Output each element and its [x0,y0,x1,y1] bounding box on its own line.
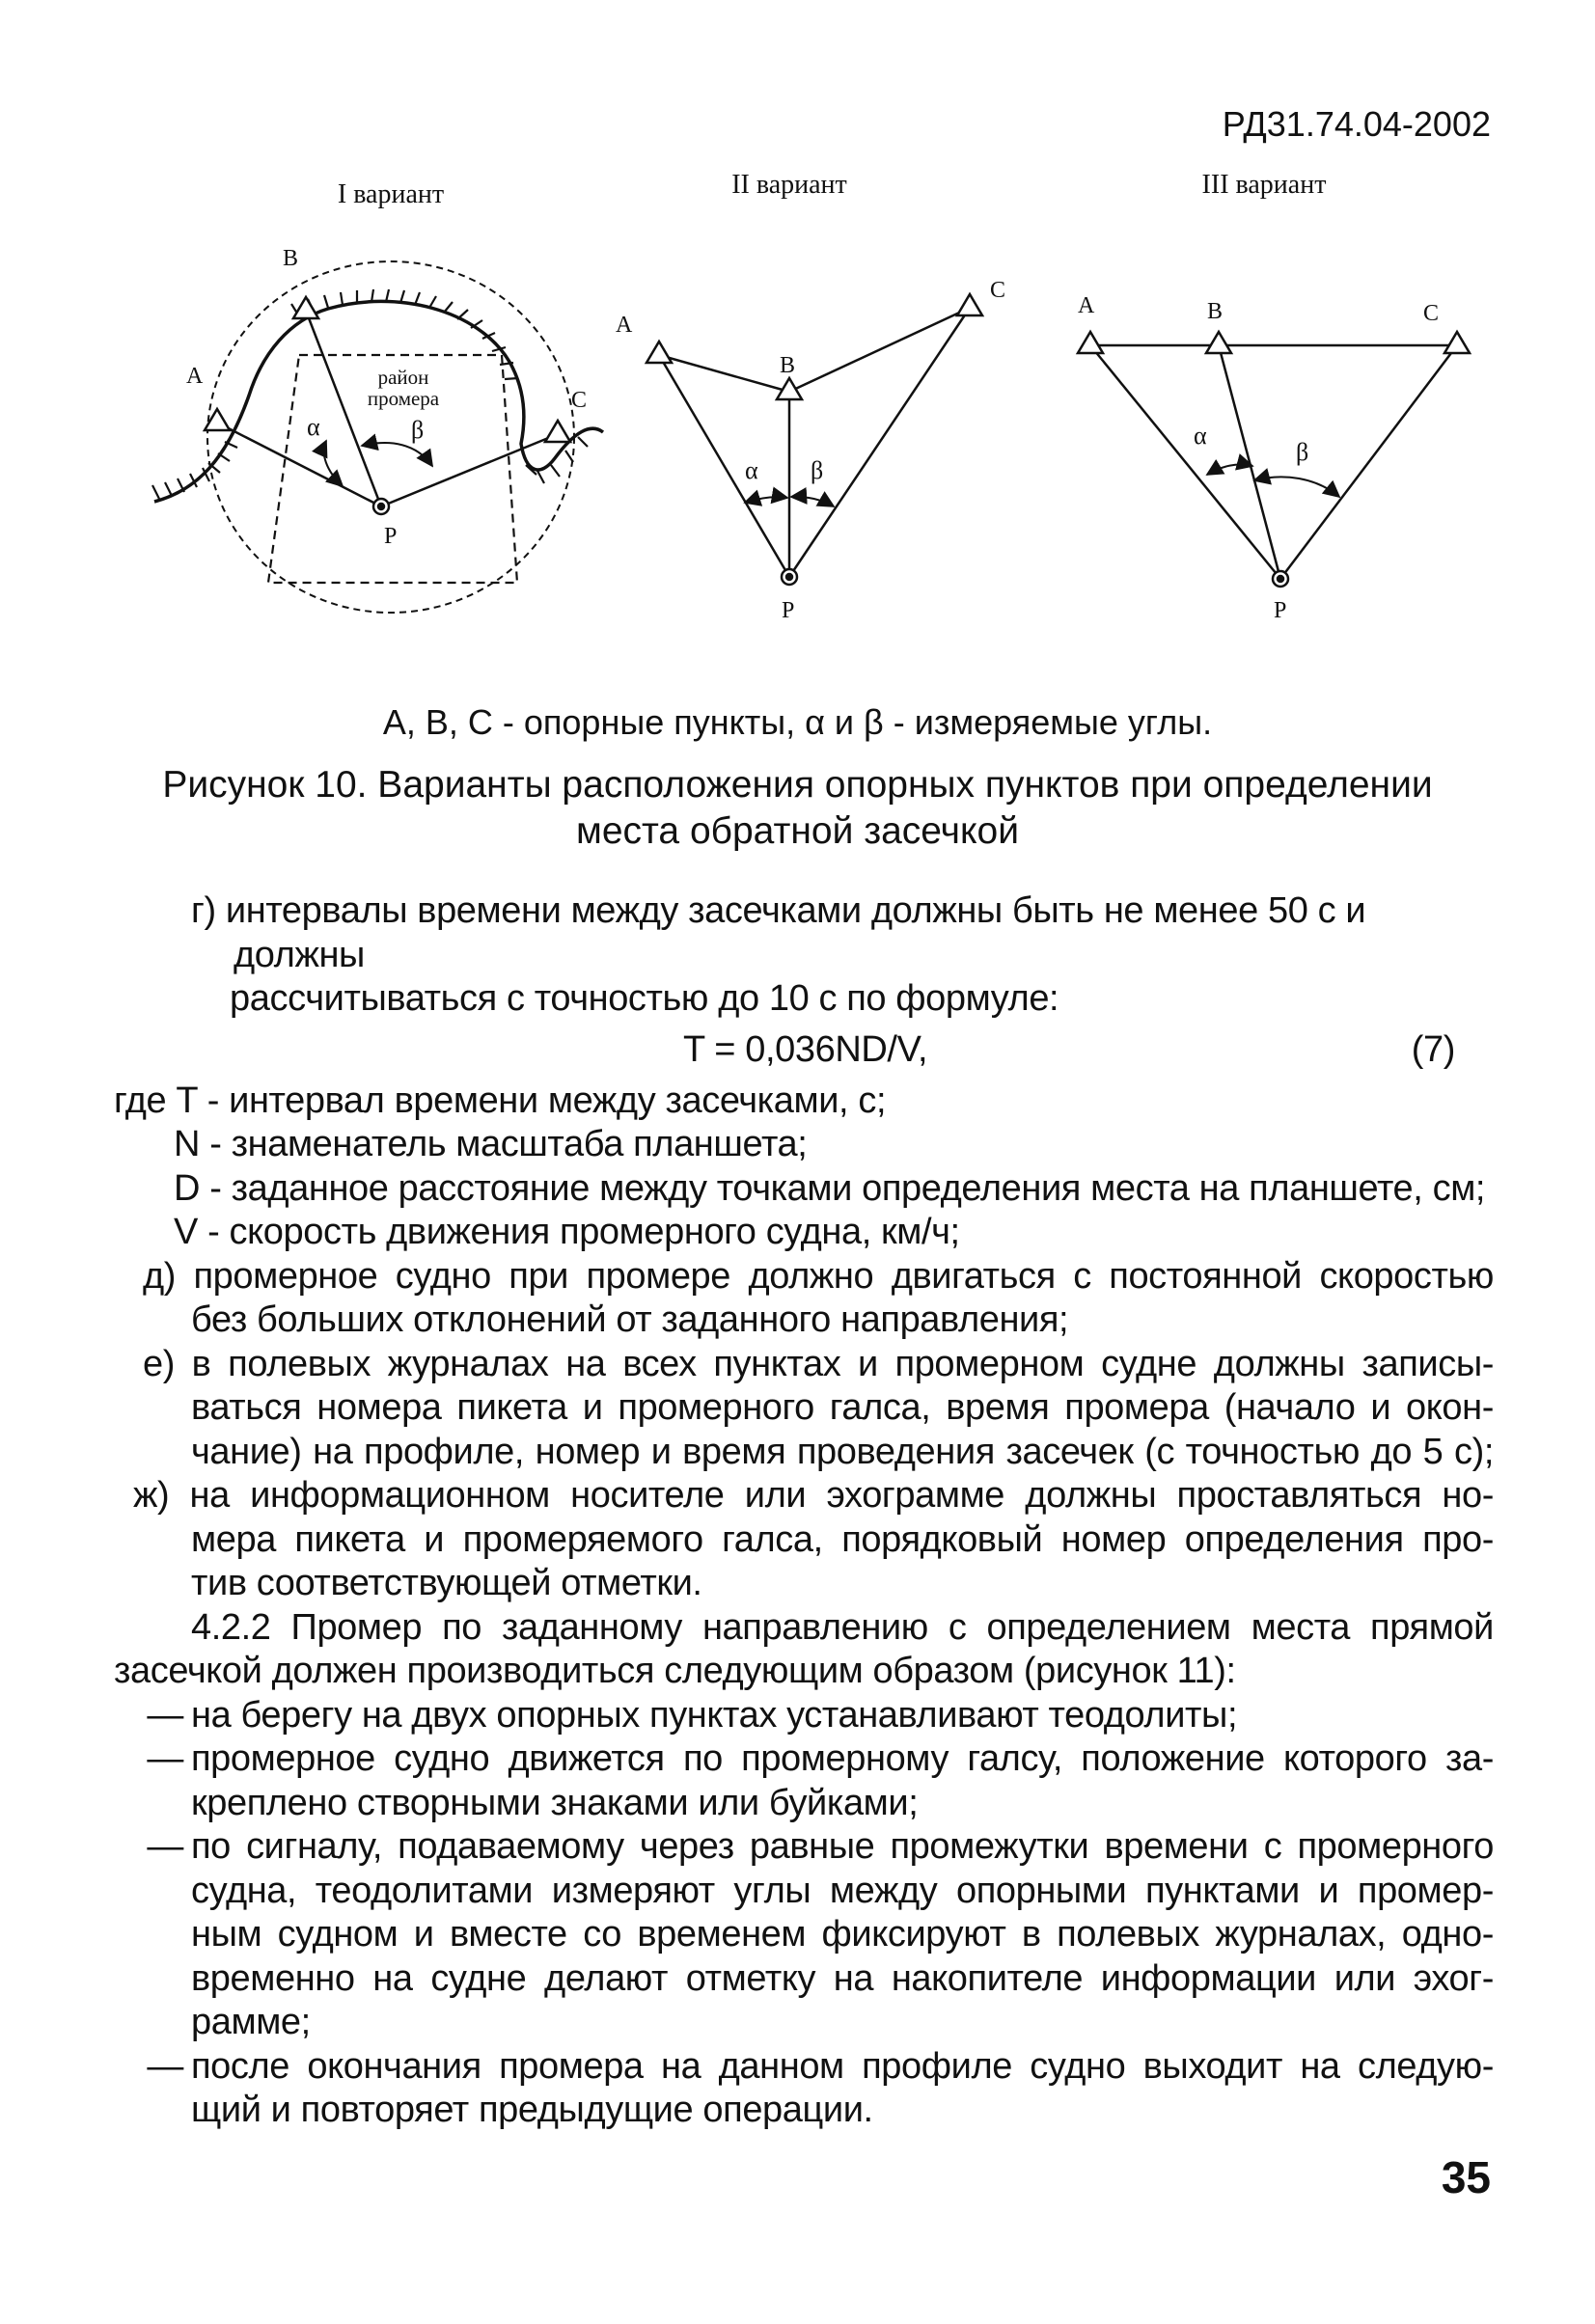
variant-2-diagram [659,308,970,577]
v1-label-a: A [186,364,204,389]
figure-legend: А, В, С - опорные пункты, α и β - измеряемые углы. [382,702,1213,742]
dash-item-3-line2: судна, теодолитами измеряют углы между опорными пунктами и промер- [191,1870,1494,1911]
v3-label-a: A [1078,293,1095,318]
caption-line-2: места обратной засечкой [576,810,1019,852]
v1-label-c: C [571,388,588,413]
where-line-2: N - знаменатель масштаба планшета; [174,1124,808,1164]
dash-item-4 [114,2045,1494,2133]
item-e-line1: е) в полевых журналах на всех пунктах и промерном судне должны записы- [143,1343,1494,1384]
item-d-line2: без больших отклонений от заданного направления; [191,1299,1069,1340]
formula: T = 0,036ND/V, [683,1028,928,1070]
v3-alpha: α [1194,422,1207,450]
survey-circle [207,261,574,613]
area-label-line2: промера [367,387,440,410]
item-zh-line3: тив соответствующей отметки. [191,1563,702,1603]
dash-item-3 [114,1825,1494,2045]
formula-number: (7) [1411,1028,1455,1070]
item-g-line2: рассчитываться с точностью до 10 с по формуле: [230,978,1059,1019]
variant-1-diagram [152,261,603,613]
where-line-4: V - скорость движения промерного судна, км/ч; [174,1212,960,1252]
where-line-3: D - заданное расстояние между точками определения места на планшете, см; [174,1167,1486,1209]
item-g [114,889,1494,977]
item-e-line3: чание) на профиле, номер и время проведения засечек (с точностью до 5 с); [191,1431,1494,1472]
dash-item-3-line3: ным судном и вместе со временем фиксируют в полевых журналах, одно- [191,1914,1494,1955]
v2-beta: β [811,456,824,484]
dash-marker: — [147,1694,183,1736]
v1-beta: β [411,416,425,444]
v2-label-p: P [782,598,795,623]
dash-item-3-line1: по сигналу, подаваемому через равные промежутки времени с промерного [191,1826,1494,1867]
dash-item-2 [114,1737,1494,1825]
v1-label-p: P [384,524,398,549]
v1-alpha: α [307,413,320,441]
dash-marker: — [147,2045,183,2087]
dash-item-4-text [191,2045,1494,2133]
item-g-line1: интервалы времени между засечками должны быть не менее 50 с и должны [225,890,1366,975]
dash-item-3-line4: временно на судне делают отметку на накопителе информации или эхог- [191,1957,1494,1999]
item-d-line1: д) промерное судно при промере должно двигаться с постоянной скоростью [143,1255,1494,1297]
dash-item-4-line1: после окончания промера на данном профиле судно выходит на следую- [191,2045,1494,2087]
variant-3-points [1078,332,1470,587]
dash-item-2-text [191,1737,1494,1825]
variant-3-diagram [1090,345,1457,579]
v2-label-c: C [990,278,1006,303]
item-e-line2: ваться номера пикета и промерного галса, время промера (начало и окон- [191,1387,1494,1428]
v2-label-b: B [780,353,796,378]
area-label-line1: район [377,366,429,389]
section-4-2-2-line2: засечкой должен производиться следующим образом (рисунок 11): [114,1651,1236,1691]
document-code: РД31.74.04-2002 [1222,104,1491,144]
v2-label-a: A [616,313,633,338]
body-text [114,889,1494,2133]
v3-beta: β [1296,438,1309,466]
variant-1-title: I вариант [337,179,445,209]
page-number: 35 [1441,2152,1491,2202]
dash-item-3-line5: рамме; [191,2002,311,2042]
item-zh-line2: мера пикета и промеряемого галса, порядковый номер определения про- [191,1518,1494,1560]
v3-label-b: B [1207,299,1224,324]
item-zh-line1: ж) на информационном носителе или эхограмме должны проставляться но- [133,1475,1494,1516]
variant-3-title: III вариант [1201,170,1327,200]
dash-marker: — [147,1826,183,1867]
v2-alpha: α [745,456,758,484]
point-c-marker [545,421,570,442]
dash-item-4-line2: щий и повторяет предыдущие операции. [191,2090,873,2130]
dash-item-3-text [191,1825,1494,2045]
variant-2-title: II вариант [731,170,847,200]
section-4-2-2-line1: 4.2.2 Промер по заданному направлению с определением места прямой [191,1606,1494,1648]
dash-item-2-line2: креплено створными знаками или буйками; [191,1782,919,1823]
v3-label-c: C [1423,301,1440,326]
dash-item-1 [114,1694,1494,1738]
dash-item-1-line1: на берегу на двух опорных пунктах устанавливают теодолиты; [191,1694,1238,1736]
figure-10-diagram [0,164,1595,685]
dash-item-2-line1: промерное судно движется по промерному галсу, положение которого за- [191,1738,1494,1779]
point-b-marker [293,297,318,318]
v1-label-b: B [283,246,299,271]
v3-label-p: P [1274,598,1287,623]
formula-row [114,1022,1494,1080]
dash-marker: — [147,1738,183,1779]
item-g-marker: г) [191,890,216,931]
where-line-1: где T - интервал времени между засечками, с; [114,1080,887,1121]
caption-line-1: Рисунок 10. Варианты расположения опорных пунктов при определении [162,764,1433,806]
figure-caption [0,762,1595,855]
